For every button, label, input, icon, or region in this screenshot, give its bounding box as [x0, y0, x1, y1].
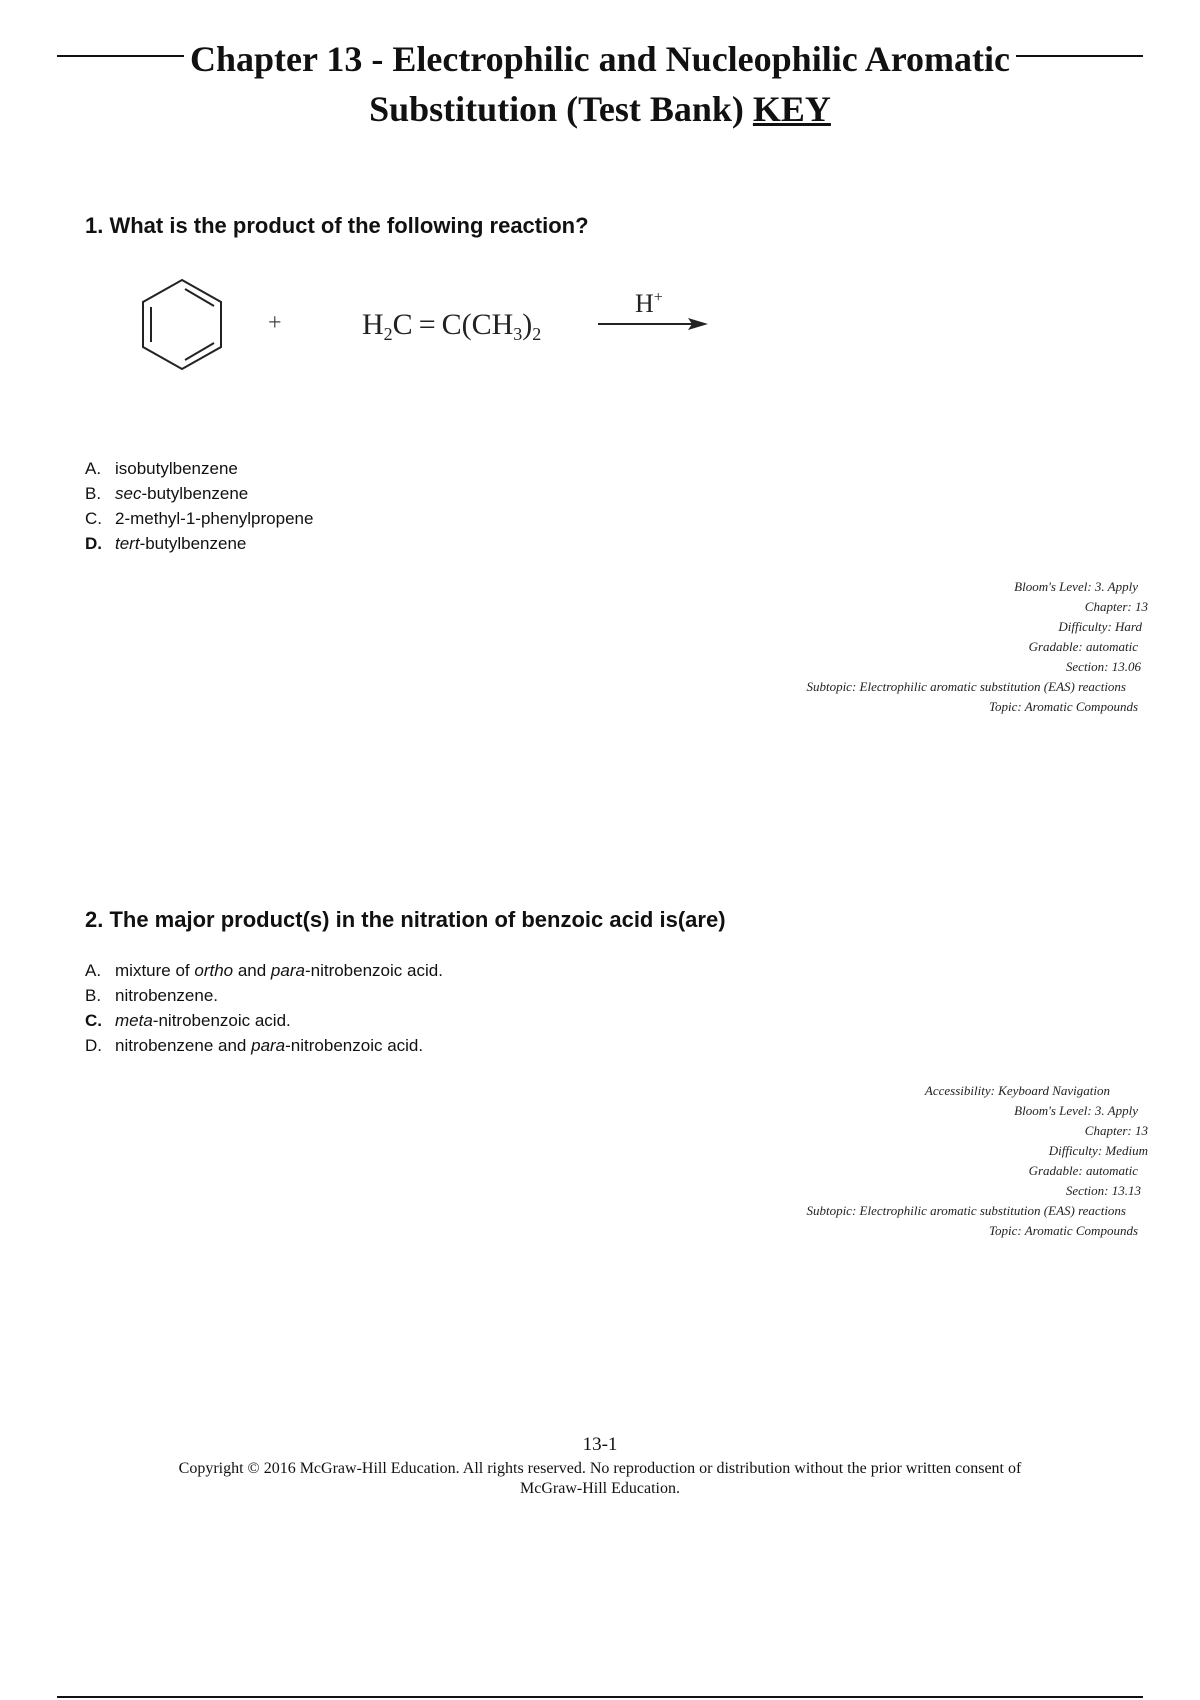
meta-chapter: Chapter: 13: [1084, 1123, 1148, 1138]
meta-gradable: Gradable: automatic: [1028, 639, 1138, 654]
benzene-ring: [143, 280, 221, 369]
meta-section: Section: 13.13: [1065, 1183, 1141, 1198]
copyright-line-2: McGraw-Hill Education.: [520, 1480, 680, 1497]
answer-option-b: B. sec-butylbenzene: [85, 484, 249, 503]
meta-topic: Topic: Aromatic Compounds: [988, 1223, 1138, 1238]
page-footer: [0, 1435, 1200, 1499]
reaction-scheme: [130, 270, 730, 390]
meta-accessibility: Accessibility: Keyboard Navigation: [924, 1083, 1110, 1098]
title-line-2: Substitution (Test Bank): [369, 89, 744, 129]
question-1-metadata: [806, 577, 1148, 717]
meta-topic: Topic: Aromatic Compounds: [988, 699, 1138, 714]
reagent-formula: $H_2C = C(CH_3)_2$: [362, 308, 542, 344]
meta-difficulty: Difficulty: Hard: [1058, 619, 1142, 634]
answer-option-d: D. nitrobenzene and para-nitrobenzoic acid.: [85, 1036, 424, 1055]
question-1-options: [85, 456, 313, 556]
answer-option-d-correct: D. tert-butylbenzene: [85, 534, 247, 553]
question-2-options: [85, 958, 443, 1058]
catalyst-label: H+: [635, 289, 663, 318]
meta-chapter: Chapter: 13: [1084, 599, 1148, 614]
meta-gradable: Gradable: automatic: [1028, 1163, 1138, 1178]
meta-subtopic: Subtopic: Electrophilic aromatic substitution (EAS) reactions: [806, 679, 1126, 694]
question-2-metadata: [806, 1081, 1148, 1241]
answer-option-c: C. 2-methyl-1-phenylpropene: [85, 509, 314, 528]
answer-option-b: B. nitrobenzene.: [85, 986, 219, 1005]
answer-option-c-correct: C. meta-nitrobenzoic acid.: [85, 1011, 291, 1030]
question-1-prompt: 1. What is the product of the following reaction?: [85, 213, 589, 238]
meta-blooms-level: Bloom's Level: 3. Apply: [1014, 579, 1138, 594]
copyright-line-1: Copyright © 2016 McGraw-Hill Education. All rights reserved. No reproduction or distribution without the prior written consent of: [178, 1460, 1022, 1477]
meta-difficulty: Difficulty: Medium: [1048, 1143, 1148, 1158]
meta-section: Section: 13.06: [1065, 659, 1141, 674]
title-line-1: Chapter 13 - Electrophilic and Nucleophilic Aromatic: [184, 34, 1016, 84]
meta-blooms-level: Bloom's Level: 3. Apply: [1014, 1103, 1138, 1118]
answer-option-a: A. mixture of ortho and para-nitrobenzoic acid.: [85, 961, 443, 980]
plus-sign: +: [268, 310, 282, 336]
answer-option-a: A. isobutylbenzene: [85, 459, 238, 478]
footer-rule: [57, 1696, 1143, 1698]
question-2-prompt: 2. The major product(s) in the nitration of benzoic acid is(are): [85, 907, 726, 932]
title-key: KEY: [752, 89, 831, 129]
reaction-arrow: [598, 318, 708, 330]
meta-subtopic: Subtopic: Electrophilic aromatic substitution (EAS) reactions: [806, 1203, 1126, 1218]
page-title: [0, 34, 1200, 134]
page-number: 13-1: [582, 1434, 618, 1455]
